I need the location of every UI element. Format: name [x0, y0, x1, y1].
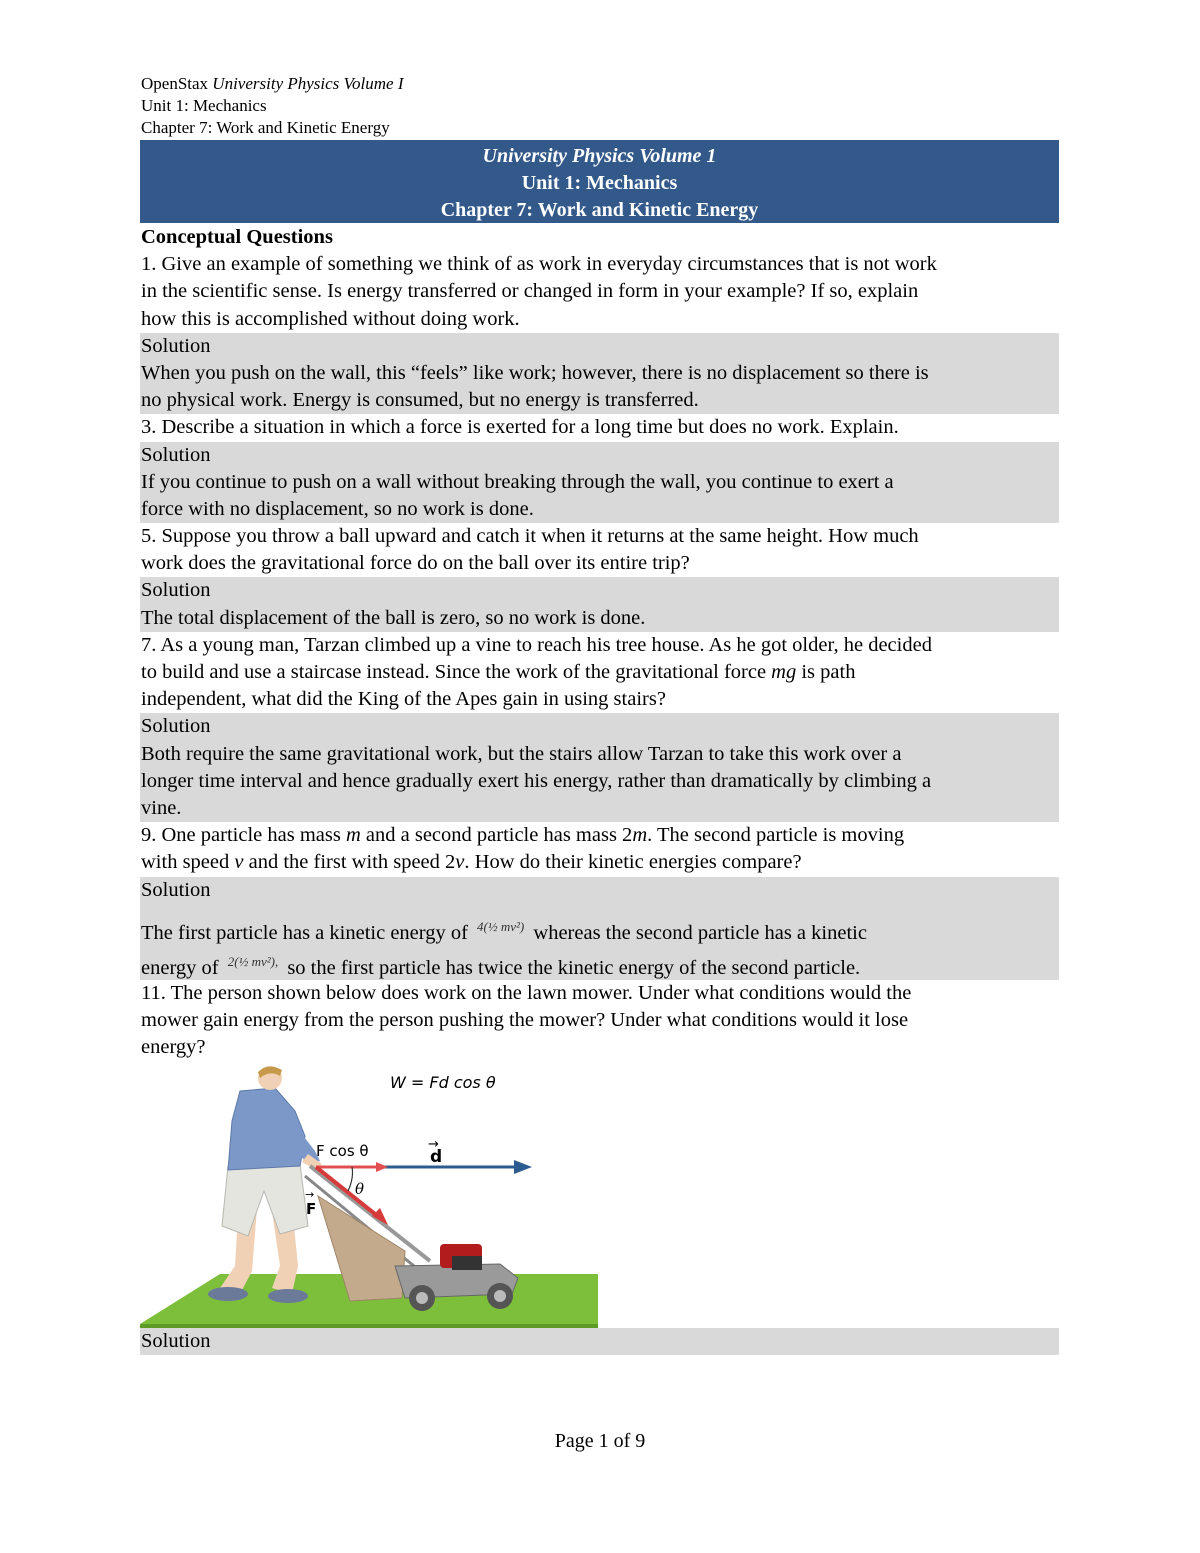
banner-title: University Physics Volume 1 [482, 145, 717, 167]
solution-7-line-1: Both require the same gravitational work, but the stairs allow Tarzan to take this work over a [140, 741, 1059, 768]
solution-5-line-1: The total displacement of the ball is zero, so no work is done. [140, 605, 1059, 632]
vector-arrow-f-icon: → [305, 1188, 315, 1201]
solution-1-line-1: When you push on the wall, this “feels” like work; however, there is no displacement so there is [140, 360, 1059, 387]
question-5-line-2: work does the gravitational force do on the ball over its entire trip? [141, 552, 690, 575]
person-shoe-left [208, 1287, 248, 1301]
solution-3-line-1: If you continue to push on a wall without breaking through the wall, you continue to exert a [140, 469, 1059, 496]
question-9-line-1: 9. One particle has mass m and a second particle has mass 2m. The second particle is moving [141, 824, 905, 847]
solution-label: Solution [140, 577, 1059, 604]
solution-3-line-2: force with no displacement, so no work is done. [140, 496, 1059, 523]
page-number: Page 1 of 9 [554, 1430, 646, 1452]
running-header-book: OpenStax University Physics Volume I [141, 74, 404, 93]
question-1-line-1: 1. Give an example of something we think of as work in everyday circumstances that is not work [141, 253, 937, 276]
question-9-line-2: with speed v and the first with speed 2v. How do their kinetic energies compare? [141, 851, 802, 874]
solution-7-line-3: vine. [140, 795, 1059, 822]
question-1-line-3: how this is accomplished without doing work. [141, 307, 520, 330]
displacement-label: d [430, 1147, 443, 1167]
running-header-chapter: Chapter 7: Work and Kinetic Energy [141, 118, 390, 137]
solution-label: Solution [140, 333, 1059, 360]
person-shoe-right [268, 1289, 308, 1303]
question-7-line-1: 7. As a young man, Tarzan climbed up a vine to reach his tree house. As he got older, he decided [141, 633, 932, 656]
ke-formula-first: 4(½ mv²) [477, 918, 525, 934]
questions-content [140, 224, 1059, 1061]
question-3-line-1: 3. Describe a situation in which a force is exerted for a long time but does no work. Explain. [141, 416, 899, 439]
question-7-line-3: independent, what did the King of the Apes gain in using stairs? [141, 688, 666, 711]
question-1-line-2: in the scientific sense. Is energy transferred or changed in form in your example? If so, explain [141, 280, 919, 303]
solution-9-line-1: The first particle has a kinetic energy of 4(½ mv²) whereas the second particle has a kinetic [140, 904, 1059, 946]
title-banner [140, 140, 1059, 223]
solution-label: Solution [140, 877, 1059, 904]
solution-11-label: Solution [140, 1328, 1059, 1355]
ke-formula-second: 2(½ mv²), [227, 953, 279, 969]
f-cos-theta-label: F cos θ [316, 1142, 369, 1160]
solution-label: Solution [140, 442, 1059, 469]
banner-unit: Unit 1: Mechanics [521, 172, 678, 194]
angle-arc [348, 1167, 353, 1191]
vector-arrow-d-icon: → [428, 1137, 439, 1152]
running-header-unit: Unit 1: Mechanics [141, 96, 267, 115]
question-11-line-3: energy? [141, 1036, 206, 1059]
person-shorts [222, 1164, 308, 1236]
question-7-line-2: to build and use a staircase instead. Since the work of the gravitational force mg is path [141, 661, 856, 683]
question-11-line-1: 11. The person shown below does work on the lawn mower. Under what conditions would the [141, 981, 912, 1004]
solution-7-line-2: longer time interval and hence gradually exert his energy, rather than dramatically by climbing a [140, 768, 1059, 795]
force-label: F [306, 1200, 317, 1218]
question-5-line-1: 5. Suppose you throw a ball upward and catch it when it returns at the same height. How much [141, 525, 919, 548]
solution-1-line-2: no physical work. Energy is consumed, but no energy is transferred. [140, 387, 1059, 414]
work-equation: W = Fd cos θ [390, 1073, 496, 1092]
solution-9-line-2: energy of 2(½ mv²), so the first particle has twice the kinetic energy of the second particle. [140, 946, 1059, 980]
banner-chapter: Chapter 7: Work and Kinetic Energy [440, 199, 759, 221]
lawn-mower-figure [140, 1066, 610, 1328]
question-11-line-2: mower gain energy from the person pushing the mower? Under what conditions would it lose [141, 1008, 909, 1031]
section-heading: Conceptual Questions [141, 226, 333, 248]
theta-label: θ [355, 1180, 365, 1198]
displacement-arrowhead [514, 1160, 532, 1174]
solution-label: Solution [140, 713, 1059, 740]
